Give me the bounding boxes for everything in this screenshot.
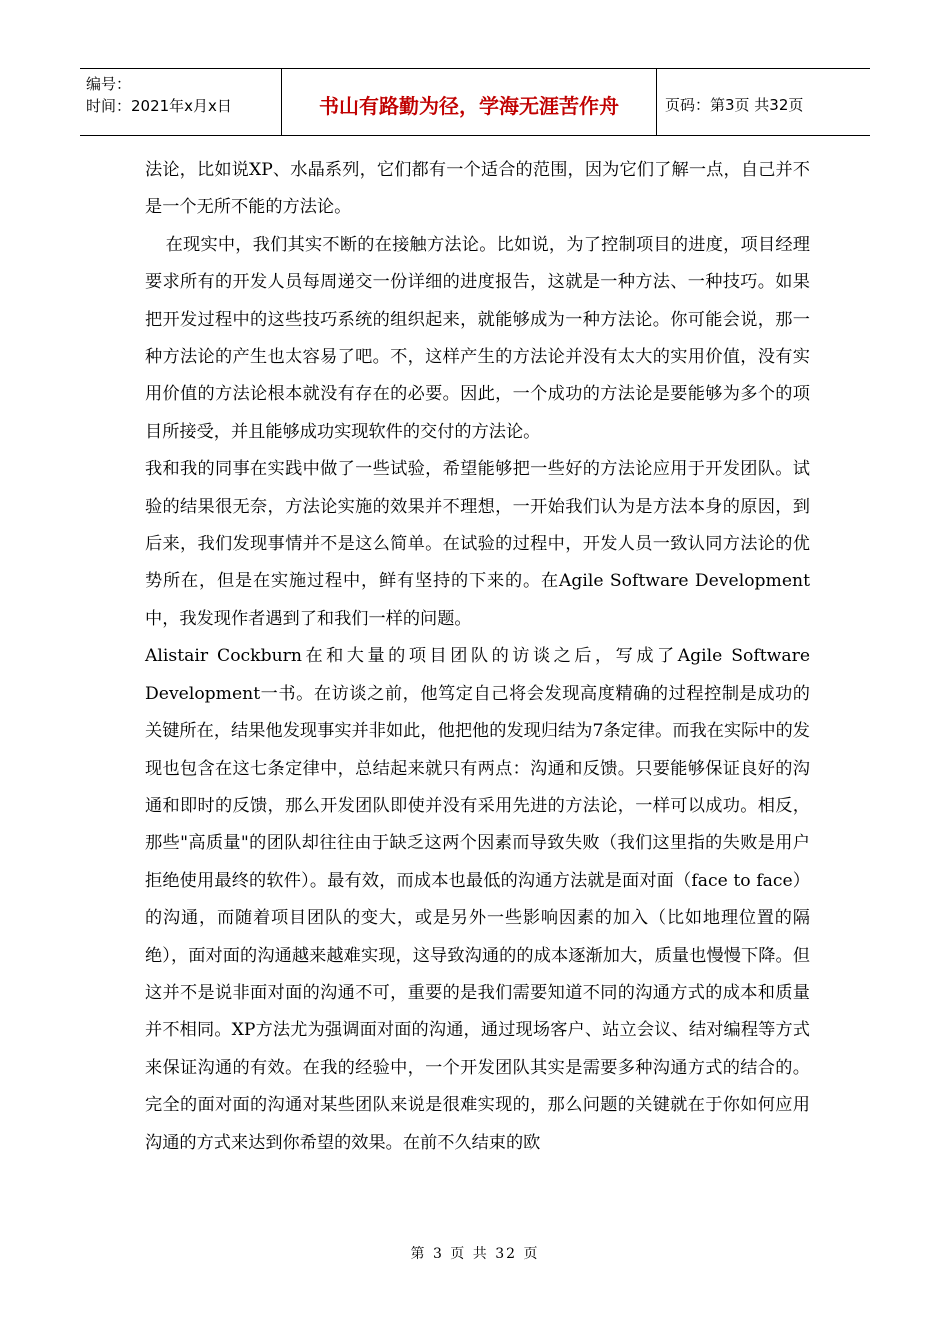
body-paragraph: Alistair Cockburn在和大量的项目团队的访谈之后，写成了Agile Software Development一书。在访谈之前，他笃定自己将会发现高度精确的过程控制是成功的关键所在，结果他发现事实并非如此，他把他的发现归结为7条定律。而我在实际中的发现也包含在这七条定律中，总结起来就只有两点：沟通和反馈。只要能够保证良好的沟通和即时的反馈，那么开发团队即使并没有采用先进的方法论，一样可以成功。相反，那些"高质量"的团队却往往由于缺乏这两个因素而导致失败（我们这里指的失败是用户拒绝使用最终的软件）。最有效，而成本也最低的沟通方法就是面对面（face to face）的沟通，而随着项目团队的变大，或是另外一些影响因素的加入（比如地理位置的隔绝），面对面的沟通越来越难实现，这导致沟通的的成本逐渐加大，质量也慢慢下降。但这并不是说非面对面的沟通不可，重要的是我们需要知道不同的沟通方式的成本和质量并不相同。XP方法尤为强调面对面的沟通，通过现场客户、站立会议、结对编程等方式来保证沟通的有效。在我的经验中，一个开发团队其实是需要多种沟通方式的结合的。完全的面对面的沟通对某些团队来说是很难实现的，那么问题的关键就在于你如何应用沟通的方式来达到你希望的效果。在前不久结束的欧 bbox=[145, 646, 810, 1153]
body-paragraph: 在现实中，我们其实不断的在接触方法论。比如说，为了控制项目的进度，项目经理要求所有的开发人员每周递交一份详细的进度报告，这就是一种方法、一种技巧。如果把开发过程中的这些技巧系统的组织起来，就能够成为一种方法论。你可能会说，那一种方法论的产生也太容易了吧。不，这样产生的方法论并没有太大的实用价值，没有实用价值的方法论根本就没有存在的必要。因此，一个成功的方法论是要能够为多个的项目所接受，并且能够成功实现软件的交付的方法论。 bbox=[145, 234, 810, 442]
header-motto: 书山有路勤为径，学海无涯苦作舟 bbox=[319, 93, 619, 118]
body-paragraph: 法论，比如说XP、水晶系列，它们都有一个适合的范围，因为它们了解一点，自己并不是一个无所不能的方法论。 bbox=[145, 160, 810, 218]
header-motto-cell bbox=[282, 69, 657, 135]
document-body bbox=[145, 152, 810, 1162]
page-header bbox=[80, 68, 870, 136]
page-footer bbox=[0, 1243, 950, 1263]
header-meta bbox=[80, 69, 282, 135]
document-number-label: 编号： bbox=[86, 75, 132, 93]
body-paragraph: 我和我的同事在实践中做了一些试验，希望能够把一些好的方法论应用于开发团队。试验的结果很无奈，方法论实施的效果并不理想，一开始我们认为是方法本身的原因，到后来，我们发现事情并不是这么简单。在试验的过程中，开发人员一致认同方法论的优势所在，但是在实施过程中，鲜有坚持的下来的。在Agile Software Development中，我发现作者遇到了和我们一样的问题。 bbox=[145, 459, 810, 629]
header-page-info: 页码：第3页 共32页 bbox=[665, 95, 804, 114]
header-page-cell bbox=[657, 69, 870, 135]
document-date: 时间：2021年x月x日 bbox=[86, 97, 232, 115]
footer-page-number: 第 3 页 共 32 页 bbox=[410, 1246, 540, 1262]
